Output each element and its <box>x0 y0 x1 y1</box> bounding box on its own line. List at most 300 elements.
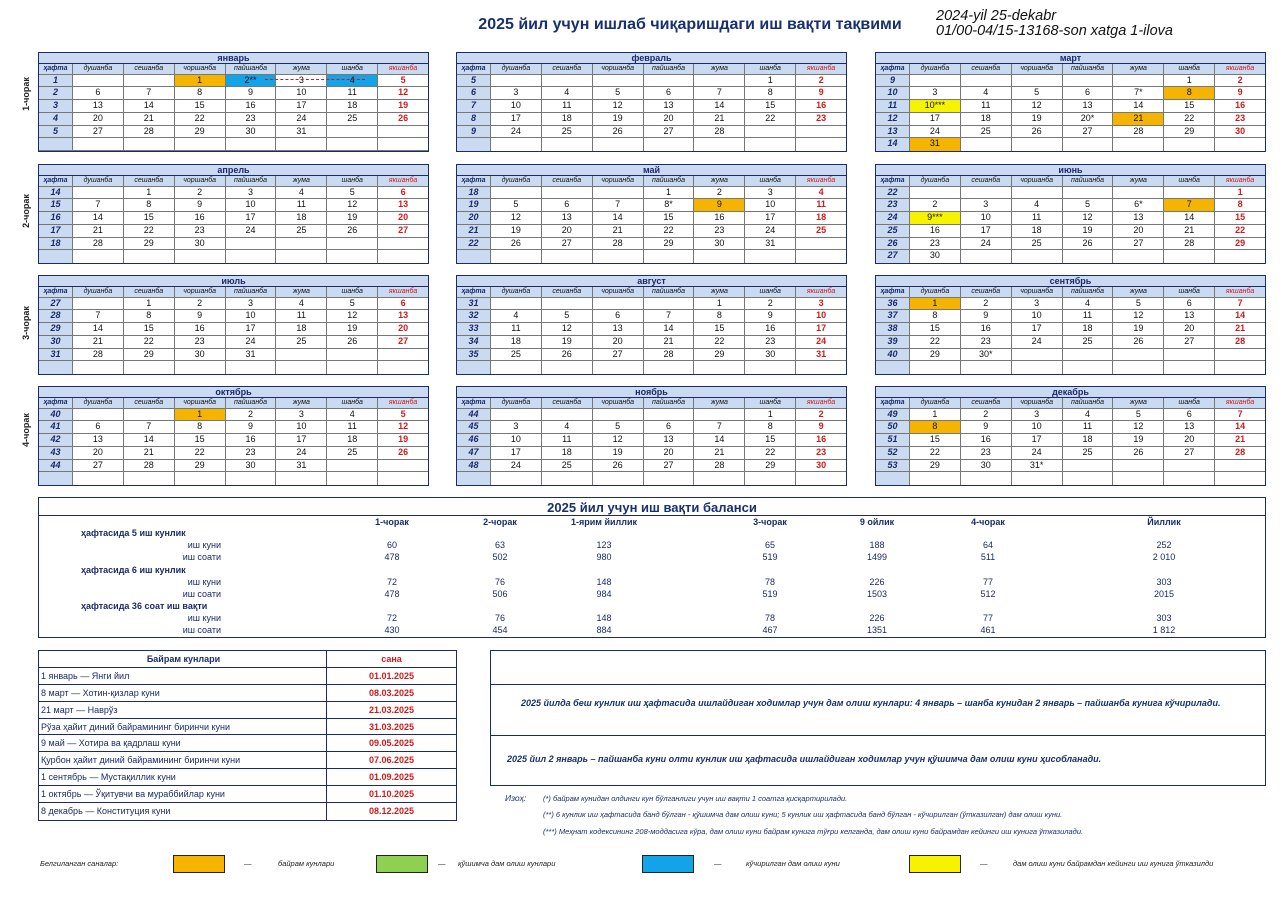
weekday-label: пайшанба <box>644 176 695 186</box>
day-cell <box>175 361 226 374</box>
week-row <box>39 310 428 323</box>
holiday-row <box>39 719 456 736</box>
holidays-header-date: сана <box>381 654 402 664</box>
day-cell: 24 <box>491 460 542 472</box>
day-cell: 14 <box>1235 310 1246 321</box>
weekday-label: ҳафта <box>876 398 910 408</box>
day-cell: 9 <box>694 199 745 211</box>
month-name: октябрь <box>39 387 428 398</box>
weekday-label: душанба <box>910 64 961 74</box>
balance-section-name: ҳафтасида 36 соат иш вақти <box>81 601 208 611</box>
day-cell: 11 <box>961 100 1012 112</box>
day-cell <box>1215 361 1265 374</box>
day-cell: 20 <box>1113 225 1164 237</box>
day-cell: 28 <box>73 238 124 250</box>
day-cell <box>644 138 695 151</box>
month-2 <box>456 52 847 152</box>
week-number: 43 <box>39 447 73 459</box>
day-cell: 21 <box>124 447 175 459</box>
day-cell <box>73 298 124 310</box>
day-cell <box>1215 250 1265 263</box>
week-row <box>876 187 1265 200</box>
day-cell: 21 <box>694 113 745 125</box>
holiday-date: 09.05.2025 <box>368 738 415 749</box>
weekday-label: якшанба <box>1225 399 1255 406</box>
day-cell <box>226 361 277 374</box>
day-cell: 27 <box>644 460 695 472</box>
day-cell <box>124 138 175 150</box>
week-row <box>457 323 846 336</box>
weekday-label: чоршанба <box>593 287 644 297</box>
day-cell <box>542 75 593 87</box>
weekday-header <box>457 176 846 187</box>
weekday-label: жума <box>276 176 327 186</box>
weekday-label: якшанба <box>806 399 836 406</box>
day-cell <box>73 409 124 421</box>
day-cell: 12 <box>542 323 593 335</box>
day-cell: 7 <box>694 87 745 99</box>
day-cell: 28 <box>124 460 175 472</box>
day-cell: 29 <box>745 460 796 472</box>
day-cell: 22 <box>124 336 175 348</box>
day-cell: 30 <box>745 349 796 361</box>
day-cell: 29 <box>1164 126 1215 138</box>
day-cell: 25 <box>491 349 542 361</box>
balance-row-label-days: иш куни <box>187 540 221 550</box>
day-cell: 5 <box>542 310 593 322</box>
day-cell: 18 <box>542 113 593 125</box>
week-row <box>39 225 428 238</box>
balance-value-days: 78 <box>764 613 775 623</box>
day-cell: 12 <box>398 421 409 432</box>
holiday-date: 08.03.2025 <box>368 687 415 698</box>
month-8 <box>456 275 847 375</box>
day-cell <box>694 138 745 151</box>
day-cell <box>73 361 124 374</box>
day-cell: 20 <box>644 113 695 125</box>
balance-column-header: 1-чорак <box>375 517 409 527</box>
day-cell: 17 <box>816 323 827 334</box>
day-cell <box>1215 138 1265 151</box>
day-cell <box>175 472 226 485</box>
balance-value-hours: 980 <box>596 552 612 562</box>
day-cell: 11 <box>276 310 327 322</box>
day-cell <box>124 472 175 485</box>
holiday-date: 07.06.2025 <box>368 755 415 766</box>
weekday-label: якшанба <box>1225 65 1255 72</box>
week-number: 18 <box>457 187 491 199</box>
week-number: 44 <box>39 460 73 472</box>
day-cell: 18 <box>327 434 378 446</box>
day-cell: 25 <box>327 113 378 125</box>
week-row <box>39 460 428 473</box>
day-cell <box>1063 460 1114 472</box>
day-cell: 16 <box>816 100 827 111</box>
day-cell: 17 <box>491 447 542 459</box>
week-row <box>876 361 1265 374</box>
day-cell: 3 <box>818 297 824 308</box>
day-cell: 1 <box>1164 75 1215 87</box>
month-name: апрель <box>39 165 428 176</box>
month-name: январь <box>39 53 428 64</box>
day-cell: 7 <box>644 310 695 322</box>
day-cell: 2 <box>1237 74 1243 85</box>
day-cell <box>542 298 593 310</box>
day-cell: 13 <box>644 434 695 446</box>
day-cell <box>961 75 1012 87</box>
weekday-header <box>876 64 1265 75</box>
day-cell: 14 <box>124 100 175 112</box>
weekday-label: душанба <box>73 176 124 186</box>
day-cell: 15 <box>745 434 796 446</box>
day-cell <box>378 472 428 485</box>
week-row <box>457 298 846 311</box>
day-cell: 5 <box>327 187 378 199</box>
holiday-name: 1 октябрь — Ўқитувчи ва мураббийлар куни <box>39 786 327 802</box>
day-cell: 8 <box>1164 87 1215 99</box>
week-number: 5 <box>39 126 73 138</box>
day-cell <box>378 238 428 250</box>
day-cell <box>745 250 796 263</box>
day-cell <box>327 460 378 472</box>
weekday-label: жума <box>276 398 327 408</box>
day-cell: 6 <box>400 186 406 197</box>
day-cell: 30 <box>816 459 827 470</box>
week-number: 40 <box>39 409 73 421</box>
week-number <box>457 250 491 263</box>
day-cell: 9 <box>175 199 226 211</box>
quarter-label-3: 3-чорак <box>21 306 31 340</box>
weekday-label: сешанба <box>124 64 175 74</box>
weekday-label: сешанба <box>124 398 175 408</box>
holiday-name: 1 сентябрь — Мустақиллик куни <box>39 769 327 785</box>
day-cell: 28 <box>73 349 124 361</box>
day-cell <box>910 75 961 87</box>
day-cell: 28 <box>124 126 175 138</box>
day-cell: 11 <box>276 199 327 211</box>
week-row <box>39 126 428 139</box>
week-row <box>876 336 1265 349</box>
day-cell: 2** <box>226 75 277 87</box>
balance-value-hours: 2015 <box>1153 589 1175 599</box>
day-cell: 22 <box>175 447 226 459</box>
day-cell: 29 <box>175 126 226 138</box>
day-cell <box>1063 361 1114 374</box>
day-cell <box>73 187 124 199</box>
day-cell: 25 <box>327 447 378 459</box>
day-cell <box>694 250 745 263</box>
day-cell: 1 <box>1237 186 1243 197</box>
day-cell: 2 <box>175 187 226 199</box>
balance-value-days: 252 <box>1156 540 1172 550</box>
week-number: 16 <box>39 212 73 224</box>
week-number <box>876 472 910 485</box>
week-number <box>457 361 491 374</box>
weekday-label: сешанба <box>961 287 1012 297</box>
day-cell: 26 <box>1012 126 1063 138</box>
week-row <box>876 298 1265 311</box>
day-cell: 10 <box>276 421 327 433</box>
day-cell <box>1063 138 1114 151</box>
day-cell <box>542 472 593 485</box>
day-cell: 24 <box>226 225 277 237</box>
balance-row-label-hours: иш соати <box>182 589 221 599</box>
day-cell: 16 <box>226 434 277 446</box>
balance-value-hours: 1503 <box>866 589 888 599</box>
day-cell: 8 <box>745 87 796 99</box>
week-number <box>39 250 73 263</box>
day-cell: 10*** <box>910 100 961 112</box>
day-cell: 26 <box>593 460 644 472</box>
week-row <box>39 238 428 251</box>
weekday-label: ҳафта <box>876 176 910 186</box>
day-cell: 2 <box>910 199 961 211</box>
day-cell: 8 <box>124 199 175 211</box>
week-number <box>457 472 491 485</box>
legend-swatch-transferred <box>909 855 961 873</box>
day-cell: 23 <box>175 225 226 237</box>
day-cell: 23 <box>175 336 226 348</box>
day-cell: 6 <box>1063 87 1114 99</box>
day-cell: 24 <box>1012 447 1063 459</box>
weekday-label: жума <box>1113 287 1164 297</box>
weekday-label: якшанба <box>388 177 418 184</box>
day-cell <box>226 138 277 150</box>
day-cell: 20 <box>398 323 409 334</box>
day-cell: 14 <box>73 323 124 335</box>
day-cell <box>378 250 428 263</box>
week-number: 25 <box>876 225 910 237</box>
day-cell: 21 <box>1235 323 1246 334</box>
day-cell: 20 <box>1164 323 1215 335</box>
week-row <box>457 460 846 473</box>
legend-text-moved: кўчирилган дам олиш куни <box>746 859 840 868</box>
day-cell <box>327 349 378 361</box>
weekday-header <box>39 176 428 187</box>
day-cell: 27 <box>593 349 644 361</box>
day-cell: 4 <box>276 187 327 199</box>
quarter-label-4: 4-чорак <box>21 413 31 447</box>
day-cell: 31* <box>1012 460 1063 472</box>
week-row <box>876 447 1265 460</box>
weekday-label: пайшанба <box>1063 64 1114 74</box>
day-cell: 21 <box>1113 113 1164 125</box>
day-cell: 10 <box>745 199 796 211</box>
month-name: июнь <box>876 165 1265 176</box>
day-cell: 25 <box>276 225 327 237</box>
day-cell: 1 <box>124 187 175 199</box>
weekday-label: душанба <box>73 64 124 74</box>
day-cell: 28 <box>694 126 745 138</box>
day-cell: 1 <box>745 75 796 87</box>
day-cell: 23 <box>816 446 827 457</box>
week-row <box>457 75 846 88</box>
day-cell: 18 <box>542 447 593 459</box>
day-cell: 16 <box>175 323 226 335</box>
day-cell: 26 <box>1063 238 1114 250</box>
day-cell <box>796 126 846 138</box>
day-cell: 9 <box>745 310 796 322</box>
day-cell: 15 <box>644 212 695 224</box>
day-cell: 7 <box>1237 297 1243 308</box>
balance-value-days: 76 <box>494 577 505 587</box>
day-cell <box>124 361 175 374</box>
week-number: 38 <box>876 323 910 335</box>
day-cell <box>1012 349 1063 361</box>
balance-column-header: Йиллик <box>1147 517 1181 527</box>
day-cell: 31 <box>276 126 327 138</box>
balance-value-hours: 454 <box>492 625 508 635</box>
day-cell: 4 <box>327 75 378 87</box>
day-cell: 19 <box>593 113 644 125</box>
day-cell: 27 <box>398 224 409 235</box>
week-row <box>876 126 1265 139</box>
day-cell: 26 <box>327 225 378 237</box>
week-number: 3 <box>39 100 73 112</box>
day-cell: 5 <box>1063 199 1114 211</box>
weekday-label: ҳафта <box>457 176 491 186</box>
day-cell <box>542 250 593 263</box>
day-cell: 6 <box>644 421 695 433</box>
day-cell <box>1113 472 1164 485</box>
day-cell <box>1164 250 1215 263</box>
day-cell <box>175 250 226 263</box>
day-cell: 19 <box>542 336 593 348</box>
day-cell: 24 <box>1012 336 1063 348</box>
week-number: 18 <box>39 238 73 250</box>
day-cell: 19 <box>327 323 378 335</box>
holiday-name: Рўза ҳайит диний байрамининг биринчи куни <box>39 719 327 735</box>
week-row <box>39 87 428 100</box>
day-cell: 16 <box>961 323 1012 335</box>
day-cell: 12 <box>1113 421 1164 433</box>
weekday-label: жума <box>694 176 745 186</box>
weekday-label: пайшанба <box>644 398 695 408</box>
day-cell <box>910 361 961 374</box>
day-cell: 19 <box>1063 225 1114 237</box>
balance-title: 2025 йил учун иш вақти баланси <box>547 500 757 515</box>
day-cell: 12 <box>491 212 542 224</box>
weekday-label: ҳафта <box>39 176 73 186</box>
weekday-label: душанба <box>910 287 961 297</box>
week-number: 28 <box>39 310 73 322</box>
day-cell: 29 <box>910 349 961 361</box>
balance-value-days: 77 <box>982 613 993 623</box>
weekday-label: шанба <box>327 287 378 297</box>
day-cell: 29 <box>644 238 695 250</box>
balance-value-hours: 478 <box>384 589 400 599</box>
legend-swatch-extra <box>376 855 428 873</box>
week-row <box>39 138 428 151</box>
balance-value-days: 77 <box>982 577 993 587</box>
day-cell: 13 <box>1164 310 1215 322</box>
week-number <box>876 361 910 374</box>
day-cell: 4 <box>327 409 378 421</box>
day-cell: 30 <box>226 126 277 138</box>
week-row <box>39 336 428 349</box>
day-cell: 27 <box>542 238 593 250</box>
week-number: 42 <box>39 434 73 446</box>
day-cell: 2 <box>961 298 1012 310</box>
day-cell: 28 <box>1164 238 1215 250</box>
day-cell <box>745 361 796 374</box>
day-cell: 21 <box>694 447 745 459</box>
day-cell: 6 <box>73 87 124 99</box>
week-row <box>876 310 1265 323</box>
week-row <box>876 199 1265 212</box>
balance-value-hours: 519 <box>762 552 778 562</box>
day-cell: 22 <box>644 225 695 237</box>
day-cell <box>542 187 593 199</box>
day-cell: 18 <box>1063 434 1114 446</box>
balance-column-header: 4-чорак <box>971 517 1005 527</box>
week-row <box>457 349 846 362</box>
month-name: декабрь <box>876 387 1265 398</box>
day-cell: 11 <box>542 100 593 112</box>
day-cell <box>694 75 745 87</box>
day-cell: 11 <box>327 87 378 99</box>
month-name: ноябрь <box>457 387 846 398</box>
day-cell: 16 <box>226 100 277 112</box>
week-row <box>876 434 1265 447</box>
day-cell: 30 <box>910 250 961 263</box>
day-cell <box>961 250 1012 263</box>
day-cell: 9*** <box>910 212 961 224</box>
day-cell: 25 <box>542 126 593 138</box>
weekday-label: шанба <box>745 287 796 297</box>
day-cell: 24 <box>961 238 1012 250</box>
weekday-label: чоршанба <box>1012 398 1063 408</box>
week-row <box>457 225 846 238</box>
day-cell: 26 <box>398 112 409 123</box>
day-cell: 31 <box>745 238 796 250</box>
day-cell: 3 <box>1012 298 1063 310</box>
day-cell: 3 <box>1012 409 1063 421</box>
day-cell <box>378 361 428 374</box>
balance-row-label-days: иш куни <box>187 613 221 623</box>
day-cell: 22 <box>910 336 961 348</box>
quarter-label-1: 1-чорак <box>21 77 31 111</box>
day-cell: 12 <box>398 87 409 98</box>
weekday-label: ҳафта <box>457 398 491 408</box>
balance-value-days: 123 <box>596 540 612 550</box>
day-cell: 7 <box>694 421 745 433</box>
day-cell: 12 <box>1012 100 1063 112</box>
day-cell: 1 <box>745 409 796 421</box>
day-cell <box>961 138 1012 151</box>
month-name: февраль <box>457 53 846 64</box>
balance-column-header: 9 ойлик <box>859 517 895 527</box>
day-cell: 22 <box>745 447 796 459</box>
day-cell: 7 <box>73 310 124 322</box>
balance-value-days: 148 <box>596 577 612 587</box>
day-cell: 11 <box>542 434 593 446</box>
week-row <box>39 447 428 460</box>
day-cell: 3 <box>745 187 796 199</box>
day-cell <box>276 472 327 485</box>
week-row <box>876 225 1265 238</box>
day-cell: 25 <box>816 224 827 235</box>
balance-value-hours: 506 <box>492 589 508 599</box>
day-cell <box>491 472 542 485</box>
day-cell: 12 <box>593 434 644 446</box>
weekday-label: чоршанба <box>175 64 226 74</box>
day-cell: 9 <box>226 87 277 99</box>
weekday-label: чоршанба <box>175 398 226 408</box>
day-cell <box>1113 349 1164 361</box>
month-name: май <box>457 165 846 176</box>
day-cell: 18 <box>1012 225 1063 237</box>
